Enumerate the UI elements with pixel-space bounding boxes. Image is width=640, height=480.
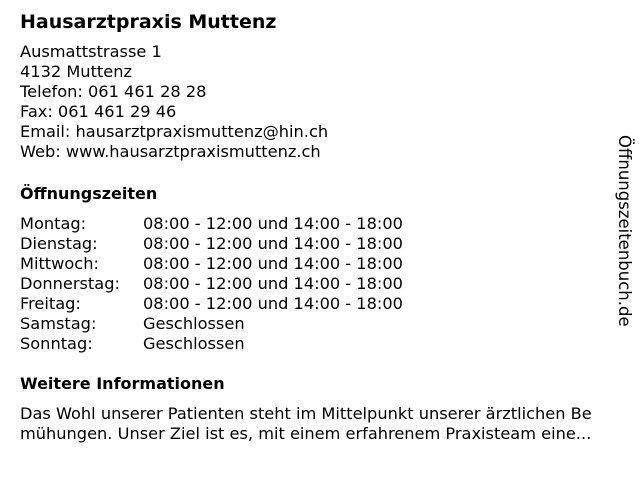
opening-hours-table <box>20 214 615 354</box>
day-label: Sonntag: <box>20 334 93 353</box>
street-line: Ausmattstrasse 1 <box>20 42 162 61</box>
email-line: Email: hausarztpraxismuttenz@hin.ch <box>20 122 329 141</box>
phone-line: Telefon: 061 461 28 28 <box>20 82 207 101</box>
hours-row-friday <box>20 294 615 314</box>
time-value: 08:00 - 12:00 und 14:00 - 18:00 <box>143 274 403 293</box>
hours-row-sunday <box>20 334 615 354</box>
practice-card <box>20 10 615 444</box>
more-info-text <box>20 404 632 444</box>
hours-row-monday <box>20 214 615 234</box>
hours-row-thursday <box>20 274 615 294</box>
day-label: Donnerstag: <box>20 274 120 293</box>
opening-hours-heading: Öffnungszeiten <box>20 184 158 203</box>
day-label: Samstag: <box>20 314 97 333</box>
info-line: Das Wohl unserer Patienten steht im Mittelpunkt unserer ärztlichen Be <box>20 404 592 423</box>
day-label: Mittwoch: <box>20 254 99 273</box>
city-line: 4132 Muttenz <box>20 62 132 81</box>
more-info-heading: Weitere Informationen <box>20 374 225 393</box>
time-value: Geschlossen <box>143 334 245 353</box>
hours-row-tuesday <box>20 234 615 254</box>
hours-row-saturday <box>20 314 615 334</box>
time-value: 08:00 - 12:00 und 14:00 - 18:00 <box>143 254 403 273</box>
address-block <box>20 42 615 162</box>
day-label: Freitag: <box>20 294 81 313</box>
time-value: 08:00 - 12:00 und 14:00 - 18:00 <box>143 294 403 313</box>
day-label: Montag: <box>20 214 87 233</box>
fax-line: Fax: 061 461 29 46 <box>20 102 177 121</box>
practice-name: Hausarztpraxis Muttenz <box>20 11 277 33</box>
time-value: Geschlossen <box>143 314 245 333</box>
brand-watermark: Öffnungszeitenbuch.de <box>615 135 634 327</box>
info-line: mühungen. Unser Ziel ist es, mit einem erfahrenem Praxisteam eine... <box>20 424 592 443</box>
hours-row-wednesday <box>20 254 615 274</box>
web-line: Web: www.hausarztpraxismuttenz.ch <box>20 142 321 161</box>
time-value: 08:00 - 12:00 und 14:00 - 18:00 <box>143 234 403 253</box>
day-label: Dienstag: <box>20 234 98 253</box>
time-value: 08:00 - 12:00 und 14:00 - 18:00 <box>143 214 403 233</box>
